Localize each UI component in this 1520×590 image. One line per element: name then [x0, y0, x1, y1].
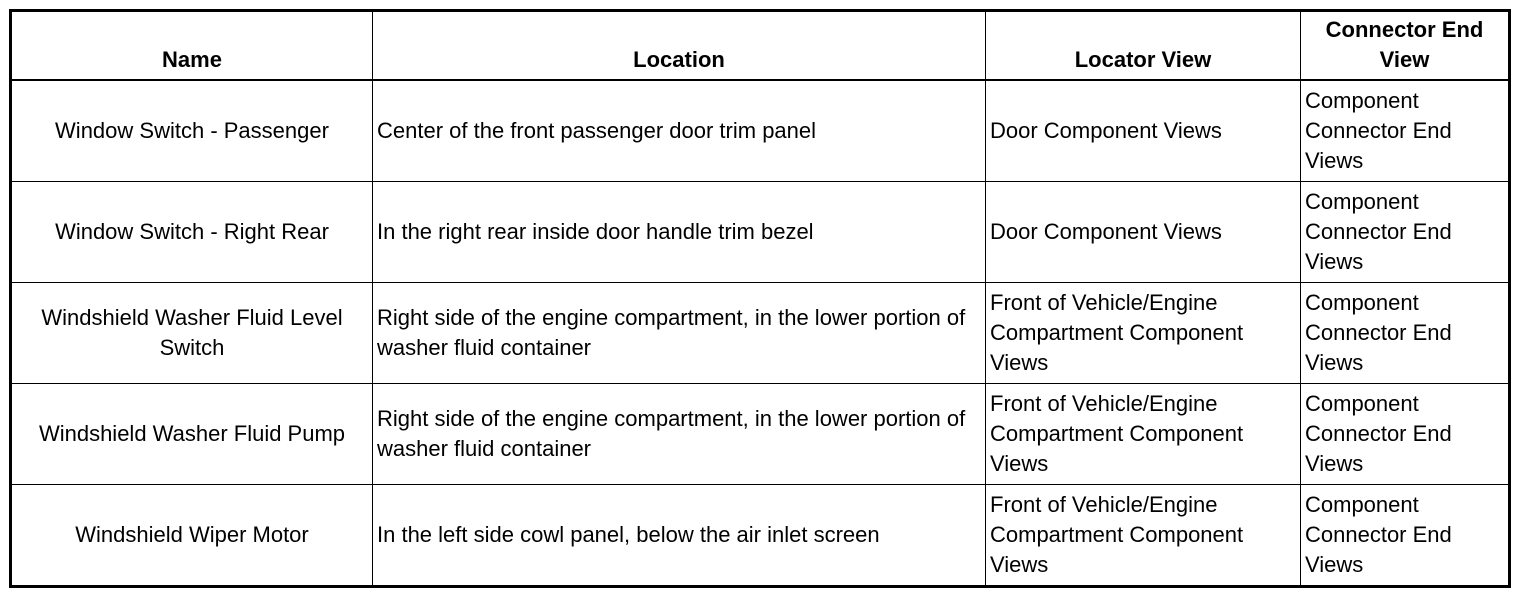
cell-location: In the right rear inside door handle trim bezel	[373, 182, 986, 283]
cell-location: Center of the front passenger door trim panel	[373, 80, 986, 182]
header-connector-end-view: Connector End View	[1301, 11, 1510, 81]
component-locator-table-container	[9, 9, 1511, 588]
table-row	[11, 283, 1510, 384]
cell-locator-view: Front of Vehicle/Engine Compartment Component Views	[986, 485, 1301, 587]
header-name: Name	[11, 11, 373, 81]
table-header-row	[11, 11, 1510, 81]
header-location: Location	[373, 11, 986, 81]
cell-name: Windshield Wiper Motor	[11, 485, 373, 587]
table-row	[11, 485, 1510, 587]
cell-connector-end-view: Component Connector End Views	[1301, 283, 1510, 384]
cell-connector-end-view: Component Connector End Views	[1301, 384, 1510, 485]
component-locator-table	[9, 9, 1511, 588]
table-row	[11, 384, 1510, 485]
cell-connector-end-view: Component Connector End Views	[1301, 485, 1510, 587]
cell-name: Window Switch - Passenger	[11, 80, 373, 182]
table-row	[11, 80, 1510, 182]
cell-locator-view: Door Component Views	[986, 80, 1301, 182]
cell-name: Windshield Washer Fluid Level Switch	[11, 283, 373, 384]
cell-location: In the left side cowl panel, below the air inlet screen	[373, 485, 986, 587]
cell-connector-end-view: Component Connector End Views	[1301, 80, 1510, 182]
header-locator-view: Locator View	[986, 11, 1301, 81]
cell-name: Windshield Washer Fluid Pump	[11, 384, 373, 485]
cell-location: Right side of the engine compartment, in the lower portion of washer fluid container	[373, 384, 986, 485]
cell-name: Window Switch - Right Rear	[11, 182, 373, 283]
cell-connector-end-view: Component Connector End Views	[1301, 182, 1510, 283]
table-row	[11, 182, 1510, 283]
cell-locator-view: Door Component Views	[986, 182, 1301, 283]
cell-locator-view: Front of Vehicle/Engine Compartment Component Views	[986, 384, 1301, 485]
cell-location: Right side of the engine compartment, in the lower portion of washer fluid container	[373, 283, 986, 384]
cell-locator-view: Front of Vehicle/Engine Compartment Component Views	[986, 283, 1301, 384]
